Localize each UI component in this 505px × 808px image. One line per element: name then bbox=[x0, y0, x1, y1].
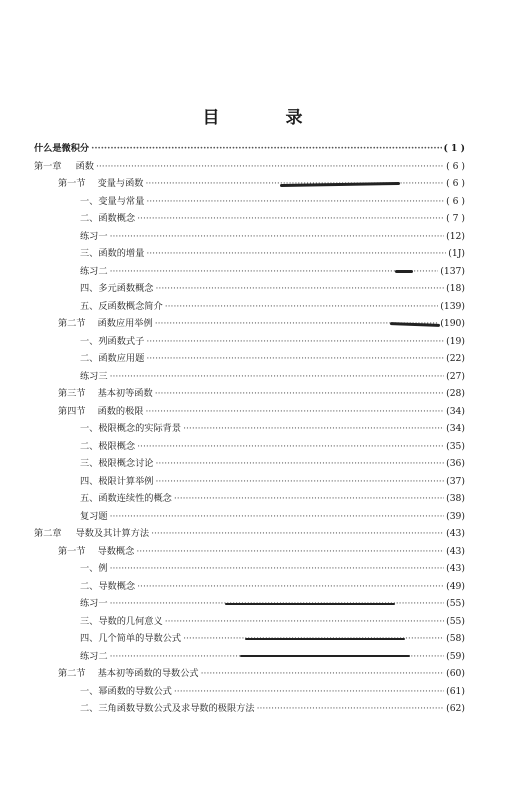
toc-entry-page: (19) bbox=[446, 335, 465, 347]
toc-entry-label: 练习一 bbox=[80, 230, 108, 242]
toc-entry-page: (35) bbox=[446, 440, 465, 452]
toc-entry-label: 导数概念 bbox=[97, 545, 135, 557]
section-number: 第一节 bbox=[58, 178, 86, 189]
toc-entry-page: (190) bbox=[440, 318, 465, 329]
toc-entry[interactable] bbox=[80, 245, 465, 262]
toc-entry-section[interactable] bbox=[58, 385, 465, 402]
page-title: 目 录 bbox=[202, 108, 333, 128]
toc-entry-label: 复习题 bbox=[80, 510, 108, 522]
toc-entry-page: (34) bbox=[446, 405, 465, 417]
dot-leader bbox=[110, 263, 439, 280]
toc-entry-label: 一、变量与常量 bbox=[80, 195, 145, 207]
toc-entry-section[interactable] bbox=[58, 543, 465, 560]
toc-entry[interactable] bbox=[80, 280, 465, 297]
toc-entry[interactable] bbox=[80, 210, 465, 227]
toc-entry-page: (61) bbox=[446, 685, 465, 697]
toc-entry[interactable] bbox=[80, 228, 465, 245]
toc-entry-page: (22) bbox=[446, 353, 465, 364]
toc-entry-label: 练习三 bbox=[80, 370, 108, 382]
toc-entry-page: (34) bbox=[446, 423, 465, 434]
toc-entry-label: 一、列函数式子 bbox=[80, 335, 145, 347]
section-number: 第二节 bbox=[58, 668, 86, 679]
toc-entry-label: 一、极限概念的实际背景 bbox=[80, 423, 182, 434]
dot-leader bbox=[257, 700, 445, 717]
dot-leader bbox=[146, 245, 446, 262]
toc-entry-label: 二、函数应用题 bbox=[80, 353, 145, 364]
dot-leader bbox=[110, 228, 445, 245]
toc-entry-label: 练习一 bbox=[80, 598, 108, 609]
section-number: 第一节 bbox=[58, 545, 86, 557]
dot-leader bbox=[174, 490, 444, 507]
toc-entry-label: 二、极限概念 bbox=[80, 440, 136, 452]
dot-leader bbox=[91, 140, 441, 157]
dot-leader bbox=[110, 508, 445, 525]
toc-entry-label: 一、幂函数的导数公式 bbox=[80, 685, 172, 697]
toc-entry-chapter[interactable] bbox=[34, 525, 465, 542]
toc-entry-page: (12) bbox=[446, 230, 465, 242]
toc-entry-page: ( 6 ) bbox=[446, 178, 465, 189]
toc-entry-label: 什么是微积分 bbox=[34, 143, 90, 154]
dot-leader bbox=[201, 665, 445, 682]
toc-entry-page: (1J) bbox=[448, 248, 465, 259]
toc-entry-page: (58) bbox=[446, 633, 465, 644]
dot-leader bbox=[146, 333, 444, 350]
toc-entry-label: 练习二 bbox=[80, 265, 108, 277]
toc-entry-page: (43) bbox=[446, 528, 465, 539]
dot-leader bbox=[110, 560, 445, 577]
dot-leader bbox=[137, 438, 444, 455]
toc-entry-label: 三、导数的几何意义 bbox=[80, 615, 163, 627]
chapter-number: 第二章 bbox=[34, 528, 62, 539]
toc-entry-label: 五、函数连续性的概念 bbox=[80, 493, 172, 504]
toc-entry[interactable] bbox=[80, 438, 465, 455]
toc-entry[interactable] bbox=[80, 350, 465, 367]
section-number: 第二节 bbox=[58, 318, 86, 329]
dot-leader bbox=[146, 403, 445, 420]
toc-entry[interactable] bbox=[80, 613, 465, 630]
toc-entry-label: 导数及其计算方法 bbox=[75, 528, 150, 539]
toc-entry[interactable] bbox=[80, 700, 465, 717]
toc-entry-page: (37) bbox=[446, 475, 465, 487]
pen-mark bbox=[240, 655, 410, 657]
toc-entry-page: ( 1 ) bbox=[443, 143, 465, 154]
toc-entry-page: (28) bbox=[446, 388, 465, 399]
dot-leader bbox=[156, 280, 445, 297]
toc-entry-section[interactable] bbox=[58, 403, 465, 420]
dot-leader bbox=[155, 385, 444, 402]
toc-entry-page: (139) bbox=[440, 300, 465, 312]
toc-entry-page: (43) bbox=[446, 563, 465, 574]
section-number: 第三节 bbox=[58, 388, 86, 399]
dot-leader bbox=[183, 420, 444, 437]
toc-entry-page: ( 7 ) bbox=[446, 213, 465, 224]
toc-entry-label: 基本初等函数的导数公式 bbox=[97, 668, 199, 679]
toc-entry[interactable] bbox=[34, 140, 465, 157]
toc-entry-label: 四、极限计算举例 bbox=[80, 475, 154, 487]
toc-entry[interactable] bbox=[80, 560, 465, 577]
section-number: 第四节 bbox=[58, 405, 86, 417]
toc-entry[interactable] bbox=[80, 298, 465, 315]
toc-entry[interactable] bbox=[80, 508, 465, 525]
dot-leader bbox=[165, 298, 439, 315]
dot-leader bbox=[137, 578, 444, 595]
pen-mark bbox=[395, 270, 413, 273]
toc-entry-page: ( 6 ) bbox=[446, 160, 465, 172]
toc-entry-section[interactable] bbox=[58, 665, 465, 682]
toc-entry-page: (43) bbox=[446, 545, 465, 557]
dot-leader bbox=[156, 455, 445, 472]
dot-leader bbox=[146, 350, 444, 367]
toc-entry-label: 三、函数的增量 bbox=[80, 248, 145, 259]
toc-entry[interactable] bbox=[80, 193, 465, 210]
toc-entry[interactable] bbox=[80, 420, 465, 437]
dot-leader bbox=[96, 158, 444, 175]
toc-entry-page: (62) bbox=[446, 703, 465, 714]
toc-entry-label: 练习二 bbox=[80, 650, 108, 662]
dot-leader bbox=[174, 683, 444, 700]
toc-entry-label: 基本初等函数 bbox=[97, 388, 153, 399]
toc-entry-chapter[interactable] bbox=[34, 158, 465, 175]
toc-entry-label: 二、三角函数导数公式及求导数的极限方法 bbox=[80, 703, 255, 714]
dot-leader bbox=[110, 368, 445, 385]
toc-entry-page: (49) bbox=[446, 580, 465, 592]
dot-leader bbox=[165, 613, 444, 630]
toc-entry-page: (59) bbox=[446, 650, 465, 662]
toc-entry-page: ( 6 ) bbox=[446, 195, 465, 207]
toc-entry-label: 函数 bbox=[75, 160, 94, 172]
toc-entry-page: (36) bbox=[446, 458, 465, 469]
toc-entry-page: (55) bbox=[446, 598, 465, 609]
toc-entry-page: (27) bbox=[446, 370, 465, 382]
toc-entry[interactable] bbox=[80, 578, 465, 595]
dot-leader bbox=[156, 473, 445, 490]
toc-entry-label: 五、反函数概念简介 bbox=[80, 300, 163, 312]
toc-entry[interactable] bbox=[80, 368, 465, 385]
toc-entry[interactable] bbox=[80, 455, 465, 472]
toc-entry-label: 一、例 bbox=[80, 563, 108, 574]
pen-mark bbox=[245, 638, 405, 640]
toc-entry-label: 函数的极限 bbox=[97, 405, 144, 417]
toc-entry-page: (39) bbox=[446, 510, 465, 522]
dot-leader bbox=[151, 525, 444, 542]
toc-entry[interactable] bbox=[80, 473, 465, 490]
toc-entry-label: 三、极限概念讨论 bbox=[80, 458, 154, 469]
chapter-number: 第一章 bbox=[34, 160, 62, 172]
toc-entry-page: (18) bbox=[446, 283, 465, 294]
toc-entry-page: (60) bbox=[446, 668, 465, 679]
toc-entry[interactable] bbox=[80, 490, 465, 507]
toc-entry-section[interactable] bbox=[58, 175, 465, 192]
toc-entry-label: 四、几个简单的导数公式 bbox=[80, 633, 182, 644]
toc-entry[interactable] bbox=[80, 683, 465, 700]
dot-leader bbox=[136, 543, 444, 560]
dot-leader bbox=[146, 193, 444, 210]
toc-entry-label: 四、多元函数概念 bbox=[80, 283, 154, 294]
toc-entry[interactable] bbox=[80, 333, 465, 350]
toc-entry-label: 二、导数概念 bbox=[80, 580, 136, 592]
toc-entry-page: (38) bbox=[446, 493, 465, 504]
toc-entry-page: (55) bbox=[446, 615, 465, 627]
dot-leader bbox=[137, 210, 444, 227]
toc-entry-label: 函数应用举例 bbox=[97, 318, 153, 329]
toc-entry-label: 二、函数概念 bbox=[80, 213, 136, 224]
toc-entry-page: (137) bbox=[440, 265, 465, 277]
toc-entry-label: 变量与函数 bbox=[97, 178, 144, 189]
pen-mark bbox=[225, 603, 395, 605]
